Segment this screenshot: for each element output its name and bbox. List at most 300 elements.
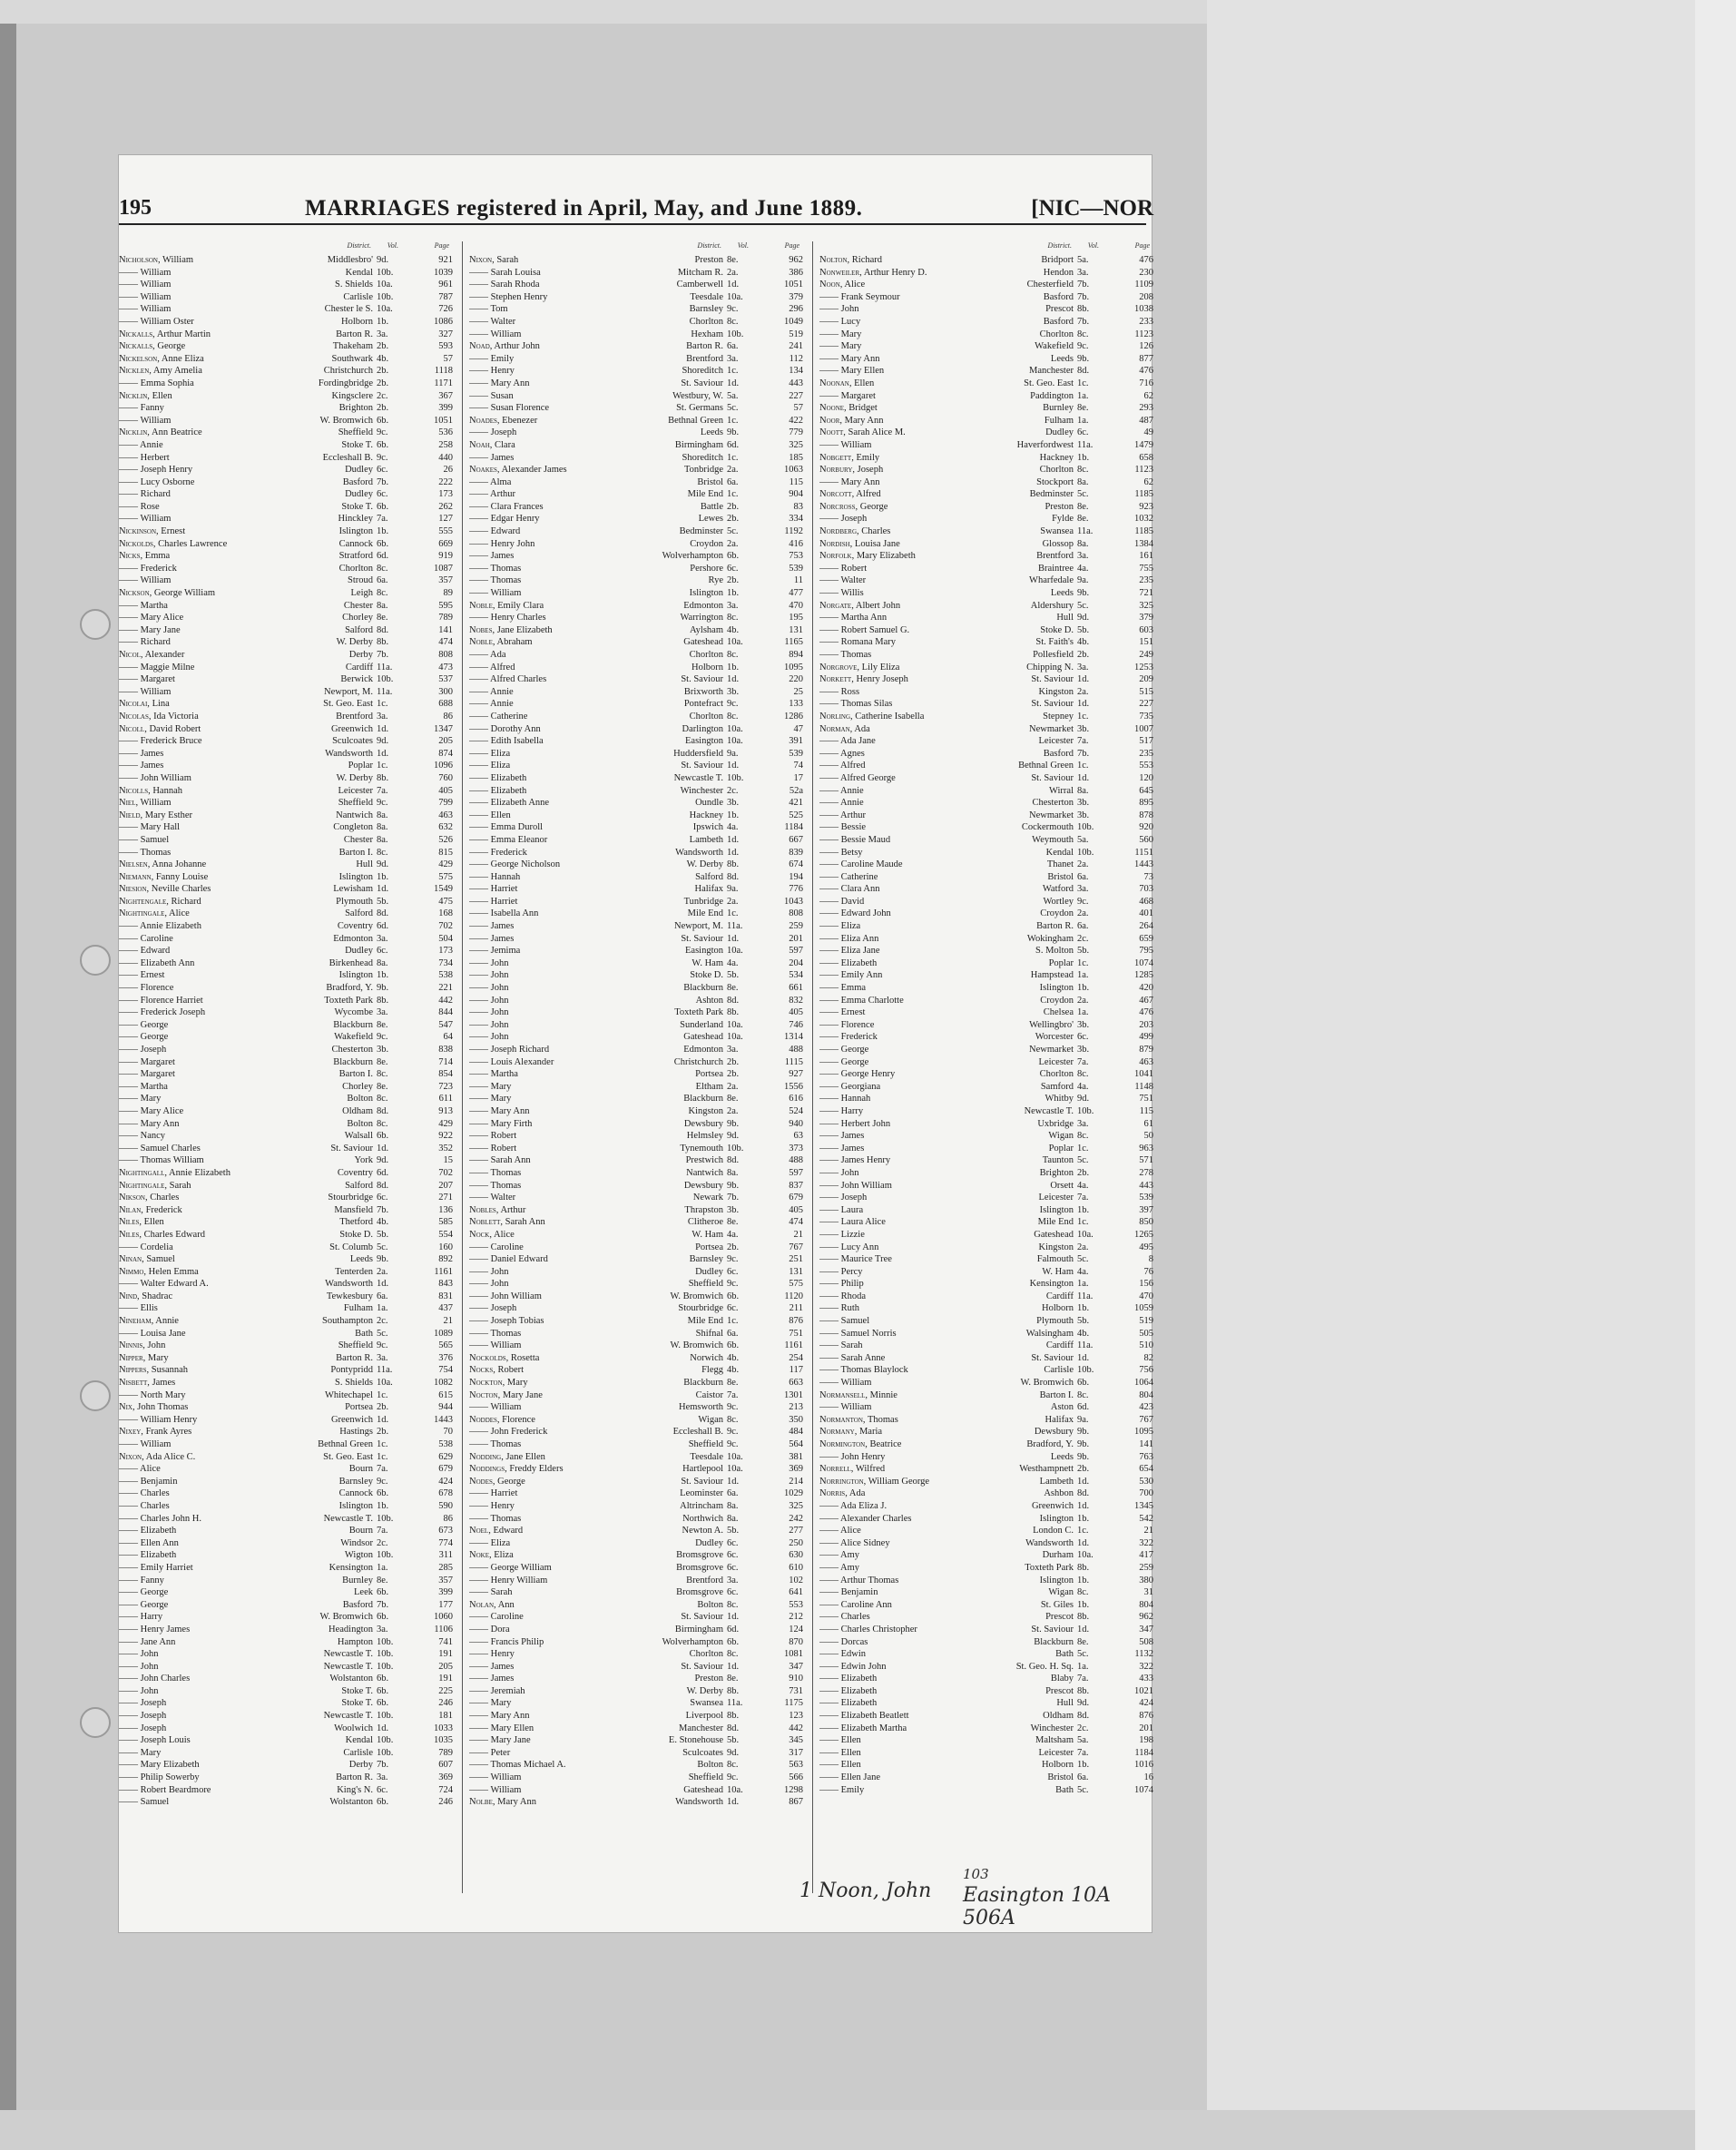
entry-district: Bourn xyxy=(348,1526,373,1536)
entry-indent: —— xyxy=(469,1094,491,1104)
register-entry xyxy=(819,1463,1153,1476)
entry-given-name: Ross xyxy=(840,686,860,697)
register-entry xyxy=(469,390,803,403)
entry-name xyxy=(119,1056,346,1069)
entry-district: Darlington xyxy=(682,723,723,734)
entry-volume: 9c. xyxy=(377,452,388,463)
entry-indent: —— xyxy=(119,267,141,278)
entry-district: Dudley xyxy=(345,465,373,476)
entry-name xyxy=(819,1180,1046,1193)
entry-page: 16 xyxy=(1143,1772,1153,1783)
entry-district: Plymouth xyxy=(336,896,373,907)
register-entry xyxy=(119,1549,453,1562)
entry-volume: 6b. xyxy=(377,538,389,549)
register-entry xyxy=(119,1525,453,1537)
entry-district: Brixworth xyxy=(683,686,723,697)
entry-page: 700 xyxy=(1139,1488,1153,1499)
entry-volume: 8e. xyxy=(377,1575,388,1586)
entry-volume: 9c. xyxy=(377,1032,388,1043)
register-entry xyxy=(119,662,453,674)
entry-page: 611 xyxy=(438,1094,453,1104)
entry-name xyxy=(819,1315,1046,1328)
entry-volume: 10a. xyxy=(727,637,743,648)
entry-district: Stepney xyxy=(1043,711,1074,722)
entry-page: 57 xyxy=(793,403,803,414)
entry-page: 212 xyxy=(789,1612,803,1623)
register-entry xyxy=(119,711,453,723)
entry-volume: 5a. xyxy=(1077,1735,1089,1746)
entry-given-name: Mary Ellen xyxy=(840,366,885,377)
entry-given-name: Alice xyxy=(140,1464,161,1475)
entry-page: 89 xyxy=(443,588,453,599)
entry-given-name: Ellen Ann xyxy=(140,1537,179,1548)
entry-volume: 2b. xyxy=(377,378,389,388)
entry-volume: 3a. xyxy=(1077,884,1089,895)
entry-indent: —— xyxy=(819,1069,841,1080)
entry-page: 539 xyxy=(789,563,803,574)
register-entry xyxy=(469,1093,803,1105)
entry-name xyxy=(119,1759,346,1772)
entry-indent: —— xyxy=(819,353,841,364)
entry-page: 416 xyxy=(789,538,803,549)
register-entry xyxy=(819,1575,1153,1587)
entry-page: 1064 xyxy=(1134,1378,1153,1389)
entry-district: Worcester xyxy=(1035,1032,1074,1043)
entry-given-name: George xyxy=(497,1476,525,1487)
entry-district: Islington xyxy=(1039,983,1074,994)
entry-given-name: Willis xyxy=(840,588,864,599)
entry-page: 249 xyxy=(1139,650,1153,660)
entry-volume: 1d. xyxy=(1077,1476,1090,1487)
register-entry xyxy=(819,365,1153,378)
entry-name xyxy=(819,957,1046,970)
entry-given-name: Joseph Louis xyxy=(140,1735,191,1746)
register-entry xyxy=(119,1747,453,1760)
entry-volume: 5b. xyxy=(377,1229,389,1240)
entry-district: Hartlepool xyxy=(682,1464,723,1475)
entry-district: Dewsbury xyxy=(683,1180,723,1191)
entry-name xyxy=(469,340,696,353)
entry-given-name: Mary xyxy=(506,1378,528,1389)
entry-district: Haverfordwest xyxy=(1016,439,1074,450)
entry-name xyxy=(119,563,346,575)
entry-volume: 3a. xyxy=(727,1045,739,1055)
entry-district: Wigan xyxy=(1048,1131,1074,1142)
entry-volume: 8e. xyxy=(727,1094,739,1104)
entry-name xyxy=(469,1291,696,1303)
register-entry xyxy=(819,1266,1153,1279)
entry-district: Newmarket xyxy=(1029,810,1074,820)
register-entry xyxy=(119,1414,453,1427)
entry-name xyxy=(819,365,1046,378)
entry-volume: 8a. xyxy=(727,1500,739,1511)
register-entry xyxy=(469,415,803,427)
entry-page: 347 xyxy=(789,1661,803,1672)
entry-name xyxy=(119,1019,346,1032)
entry-name xyxy=(119,587,346,600)
entry-given-name: Mary xyxy=(490,1698,512,1709)
entry-name xyxy=(469,920,696,933)
register-entry xyxy=(119,1599,453,1612)
entry-page: 73 xyxy=(1143,871,1153,882)
register-rows xyxy=(819,254,1153,1796)
entry-page: 961 xyxy=(438,280,453,290)
entry-page: 553 xyxy=(789,1599,803,1610)
entry-page: 808 xyxy=(438,650,453,660)
entry-name xyxy=(119,1266,346,1279)
entry-surname: Nicolai, xyxy=(119,699,150,710)
entry-volume: 6c. xyxy=(727,1266,739,1277)
entry-district: Bristol xyxy=(1047,871,1074,882)
entry-surname: Nickelson, xyxy=(119,353,160,364)
entry-district: Wharfedale xyxy=(1029,575,1074,586)
entry-given-name: Fanny Louise xyxy=(155,871,209,882)
entry-given-name: Peter xyxy=(490,1747,511,1758)
entry-volume: 8c. xyxy=(1077,465,1089,476)
entry-given-name: Alfred George xyxy=(840,772,896,783)
entry-name xyxy=(469,636,696,649)
entry-volume: 9d. xyxy=(377,1155,389,1166)
entry-name xyxy=(819,574,1046,587)
entry-page: 467 xyxy=(1139,995,1153,1006)
entry-volume: 6c. xyxy=(727,1550,739,1561)
register-entry xyxy=(119,1253,453,1266)
entry-volume: 1d. xyxy=(727,280,740,290)
entry-name xyxy=(119,772,346,785)
entry-volume: 11a. xyxy=(1077,526,1094,537)
entry-page: 751 xyxy=(789,1328,803,1339)
entry-name xyxy=(819,748,1046,761)
entry-page: 537 xyxy=(438,674,453,685)
entry-volume: 10b. xyxy=(377,1747,394,1758)
entry-given-name: John xyxy=(490,1279,509,1290)
entry-indent: —— xyxy=(119,834,141,845)
column-rule xyxy=(462,241,463,1893)
entry-indent: —— xyxy=(819,946,841,957)
entry-page: 1301 xyxy=(784,1389,803,1400)
entry-given-name: Ellis xyxy=(140,1303,158,1314)
entry-surname: Nisbett, xyxy=(119,1378,150,1389)
page-header-label: Page xyxy=(434,241,449,250)
entry-name xyxy=(819,1291,1046,1303)
entry-page: 850 xyxy=(1139,1217,1153,1228)
register-entry xyxy=(469,1513,803,1526)
entry-name xyxy=(119,340,346,353)
entry-district: Shifnal xyxy=(695,1328,723,1339)
entry-district: Shoreditch xyxy=(682,366,723,377)
entry-surname: Norfolk, xyxy=(819,551,855,562)
entry-volume: 10a. xyxy=(727,736,743,747)
entry-name xyxy=(119,1796,346,1809)
punch-hole xyxy=(80,1707,111,1738)
entry-given-name: Bessie xyxy=(840,822,867,833)
entry-volume: 1d. xyxy=(377,748,389,759)
entry-given-name: Clara Ann xyxy=(840,884,880,895)
entry-page: 235 xyxy=(1139,575,1153,586)
entry-volume: 3b. xyxy=(1077,723,1090,734)
entry-indent: —— xyxy=(119,1500,141,1511)
entry-given-name: Emily xyxy=(840,1784,865,1795)
entry-name xyxy=(819,452,1046,465)
entry-name xyxy=(819,1389,1046,1402)
entry-given-name: Ellen Jane xyxy=(840,1772,881,1783)
entry-surname: Nield, xyxy=(119,810,143,820)
entry-district: Weymouth xyxy=(1032,834,1074,845)
entry-indent: —— xyxy=(469,1328,491,1339)
entry-volume: 5c. xyxy=(1077,1254,1089,1265)
register-entry xyxy=(819,1180,1153,1193)
entry-indent: —— xyxy=(469,785,491,796)
entry-surname: Nolton, xyxy=(819,255,850,265)
entry-name xyxy=(819,550,1046,563)
entry-district: Wolstanton xyxy=(329,1797,373,1808)
entry-page: 702 xyxy=(438,921,453,932)
entry-given-name: David Robert xyxy=(149,723,201,734)
entry-indent: —— xyxy=(119,1032,141,1043)
entry-name xyxy=(819,587,1046,600)
register-rows xyxy=(469,254,803,1809)
entry-page: 702 xyxy=(438,1167,453,1178)
register-entry xyxy=(819,1216,1153,1229)
register-entry xyxy=(819,933,1153,946)
entry-name xyxy=(469,1019,696,1032)
entry-district: Ashbon xyxy=(1044,1488,1074,1499)
entry-name xyxy=(119,945,346,957)
register-entry xyxy=(469,896,803,908)
entry-district: Bromsgrove xyxy=(676,1587,723,1598)
register-entry xyxy=(469,1796,803,1809)
entry-name xyxy=(119,1414,346,1427)
entry-given-name: George Nicholson xyxy=(490,859,561,870)
entry-surname: Noddings, xyxy=(469,1464,507,1475)
entry-page: 723 xyxy=(438,1081,453,1092)
register-entry xyxy=(469,316,803,329)
entry-given-name: Georgiana xyxy=(840,1081,881,1092)
entry-page: 262 xyxy=(438,501,453,512)
entry-district: Hampton xyxy=(337,1636,373,1647)
entry-indent: —— xyxy=(119,921,141,932)
entry-volume: 6c. xyxy=(377,489,388,500)
entry-district: Newport, M. xyxy=(324,686,373,697)
entry-district: Carlisle xyxy=(343,1747,373,1758)
register-entry xyxy=(119,1315,453,1328)
entry-given-name: Elizabeth xyxy=(840,1698,878,1709)
entry-volume: 11a. xyxy=(377,686,393,697)
entry-district: Islington xyxy=(338,871,373,882)
entry-name xyxy=(119,933,346,946)
entry-given-name: Arthur xyxy=(490,489,516,500)
entry-name xyxy=(819,1772,1046,1784)
entry-surname: Niesion, xyxy=(119,884,150,895)
entry-page: 325 xyxy=(789,1500,803,1511)
entry-volume: 8e. xyxy=(377,1056,388,1067)
entry-given-name: Mary Ann xyxy=(840,353,880,364)
entry-page: 590 xyxy=(438,1500,453,1511)
entry-volume: 8b. xyxy=(1077,1562,1090,1573)
entry-page: 21 xyxy=(1143,1526,1153,1536)
entry-given-name: Hannah xyxy=(490,871,521,882)
entry-district: Gateshead xyxy=(683,1784,723,1795)
entry-given-name: Emily Ann xyxy=(840,970,883,981)
register-entry xyxy=(119,402,453,415)
entry-name xyxy=(819,1685,1046,1698)
entry-volume: 8a. xyxy=(1077,785,1089,796)
entry-indent: —— xyxy=(819,1772,841,1783)
entry-page: 776 xyxy=(789,884,803,895)
entry-district: Wycombe xyxy=(334,1007,373,1018)
entry-page: 795 xyxy=(1139,946,1153,957)
entry-district: Chorlton xyxy=(1039,329,1074,339)
entry-indent: —— xyxy=(469,526,491,537)
entry-name xyxy=(819,1192,1046,1204)
entry-indent: —— xyxy=(469,575,491,586)
entry-name xyxy=(469,1784,696,1797)
entry-volume: 1d. xyxy=(727,834,740,845)
entry-given-name: Mary Ann xyxy=(497,1797,536,1808)
register-entry xyxy=(819,1315,1153,1328)
entry-district: Chelsea xyxy=(1043,1007,1074,1018)
register-entry xyxy=(469,797,803,810)
entry-page: 76 xyxy=(1143,1266,1153,1277)
entry-given-name: Charles Edward xyxy=(143,1229,205,1240)
register-entry xyxy=(819,1056,1153,1069)
register-entry xyxy=(819,1031,1153,1044)
entry-page: 254 xyxy=(789,1352,803,1363)
entry-district: St. Saviour xyxy=(681,761,723,771)
entry-indent: —— xyxy=(119,1131,141,1142)
entry-name xyxy=(819,1723,1046,1735)
entry-indent: —— xyxy=(819,1365,841,1376)
entry-surname: Noble, xyxy=(469,637,495,648)
entry-page: 50 xyxy=(1143,1131,1153,1142)
entry-name xyxy=(469,896,696,908)
register-entry xyxy=(119,1648,453,1661)
entry-name xyxy=(819,711,1046,723)
entry-page: 194 xyxy=(789,871,803,882)
entry-given-name: Tom xyxy=(490,304,508,315)
entry-given-name: Florence Harriet xyxy=(140,995,203,1006)
entry-page: 714 xyxy=(438,1056,453,1067)
entry-name xyxy=(119,1586,346,1599)
entry-surname: Norkett, xyxy=(819,674,854,685)
entry-district: Headington xyxy=(329,1624,373,1635)
entry-volume: 1d. xyxy=(727,1476,740,1487)
entry-volume: 1d. xyxy=(1077,674,1090,685)
entry-district: Rye xyxy=(708,575,723,586)
entry-page: 632 xyxy=(438,822,453,833)
entry-given-name: Robert xyxy=(497,1365,525,1376)
register-entry xyxy=(819,1451,1153,1464)
entry-indent: —— xyxy=(819,1378,841,1389)
entry-page: 185 xyxy=(789,452,803,463)
entry-page: 1384 xyxy=(1134,538,1153,549)
entry-indent: —— xyxy=(119,1698,141,1709)
entry-indent: —— xyxy=(469,1488,491,1499)
entry-given-name: Elizabeth xyxy=(840,1685,878,1696)
entry-name xyxy=(469,316,696,329)
entry-district: Blaby xyxy=(1050,1674,1074,1684)
register-entry xyxy=(119,427,453,439)
entry-indent: —— xyxy=(119,1279,141,1290)
entry-name xyxy=(819,649,1046,662)
register-entry xyxy=(119,329,453,341)
entry-page: 433 xyxy=(1139,1674,1153,1684)
entry-district: Hinckley xyxy=(338,514,373,525)
entry-surname: Nix, xyxy=(119,1402,135,1413)
register-entry xyxy=(119,1673,453,1685)
entry-district: Kingston xyxy=(1038,1242,1074,1252)
entry-page: 571 xyxy=(1139,1155,1153,1166)
entry-given-name: Maggie Milne xyxy=(140,662,195,672)
entry-given-name: Thomas xyxy=(840,650,872,660)
entry-indent: —— xyxy=(469,933,491,944)
register-table xyxy=(119,241,1153,1893)
register-entry xyxy=(469,834,803,847)
register-entry xyxy=(469,1031,803,1044)
entry-name xyxy=(119,501,346,514)
entry-volume: 5a. xyxy=(1077,255,1089,265)
register-entry xyxy=(819,1697,1153,1710)
entry-name xyxy=(819,303,1046,316)
entry-indent: —— xyxy=(819,1747,841,1758)
entry-volume: 8d. xyxy=(727,995,740,1006)
entry-given-name: Frederick xyxy=(140,563,177,574)
entry-given-name: Frank Seymour xyxy=(840,291,900,302)
entry-given-name: Freddy Elders xyxy=(509,1464,564,1475)
entry-indent: —— xyxy=(119,995,141,1006)
register-entry xyxy=(819,563,1153,575)
register-entry xyxy=(469,1648,803,1661)
register-entry xyxy=(469,982,803,995)
entry-indent: —— xyxy=(469,810,491,820)
entry-district: Woolwich xyxy=(334,1723,373,1733)
entry-volume: 8c. xyxy=(727,1599,739,1610)
entry-district: Leicester xyxy=(1038,1193,1074,1203)
entry-page: 437 xyxy=(438,1303,453,1314)
entry-given-name: Thomas xyxy=(490,575,522,586)
entry-page: 530 xyxy=(1139,1476,1153,1487)
entry-volume: 3b. xyxy=(377,1045,389,1055)
entry-name xyxy=(819,427,1046,439)
entry-given-name: John xyxy=(147,1340,166,1351)
entry-name xyxy=(819,464,1046,476)
entry-indent: —— xyxy=(469,946,491,957)
entry-page: 277 xyxy=(789,1526,803,1536)
entry-given-name: Mary Hall xyxy=(140,822,181,833)
entry-volume: 5c. xyxy=(1077,1155,1089,1166)
entry-name xyxy=(119,1747,346,1760)
entry-name xyxy=(119,316,346,329)
entry-name xyxy=(469,957,696,970)
entry-volume: 8d. xyxy=(727,871,740,882)
entry-indent: —— xyxy=(119,761,141,771)
entry-district: Prescot xyxy=(1045,1612,1074,1623)
register-entry xyxy=(469,1302,803,1315)
register-entry xyxy=(469,748,803,761)
entry-given-name: Walter xyxy=(840,575,867,586)
entry-district: Salford xyxy=(345,1180,373,1191)
entry-surname: Nobes, xyxy=(469,624,495,635)
entry-name xyxy=(819,785,1046,798)
entry-name xyxy=(119,1438,346,1451)
entry-page: 141 xyxy=(1139,1439,1153,1449)
entry-name xyxy=(119,821,346,834)
register-entry xyxy=(119,267,453,280)
register-entry xyxy=(819,810,1153,822)
entry-name xyxy=(819,329,1046,341)
entry-given-name: Edward xyxy=(140,946,171,957)
entry-indent: —— xyxy=(119,1723,141,1733)
